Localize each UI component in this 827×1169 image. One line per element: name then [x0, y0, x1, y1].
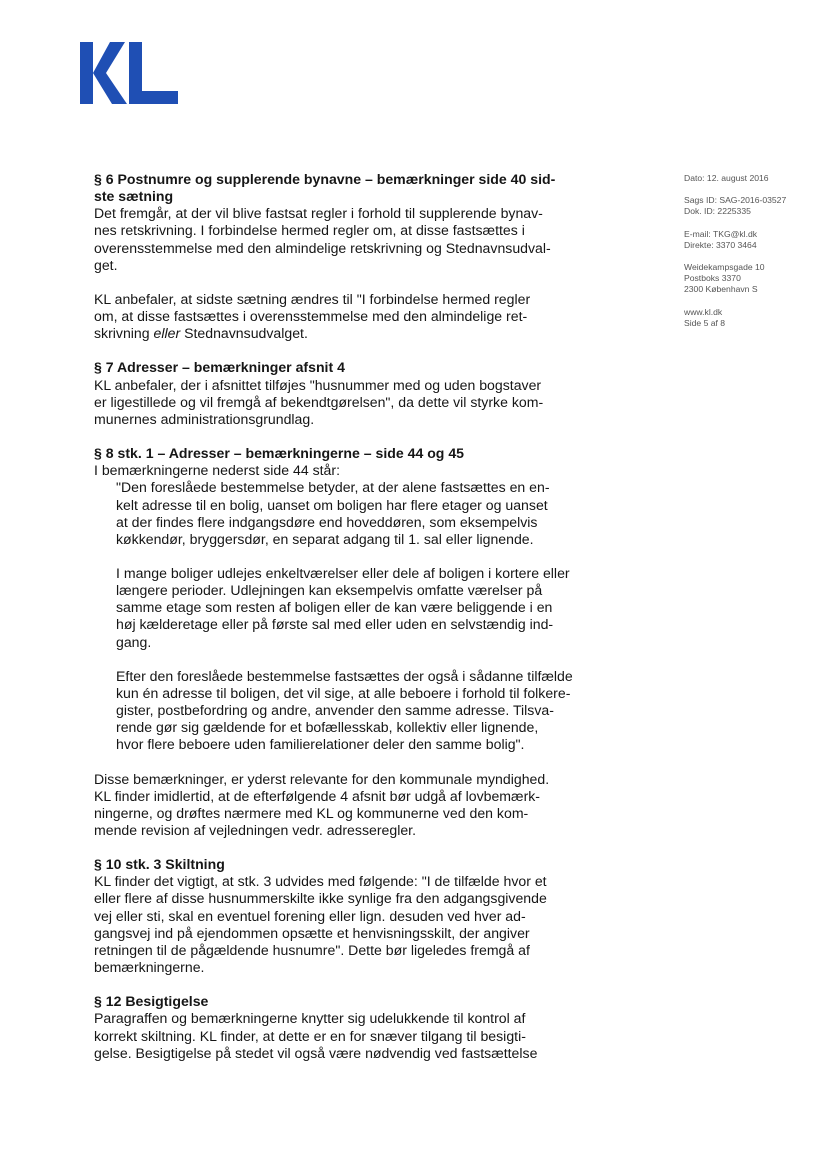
- page-number: Side 5 af 8: [684, 317, 726, 328]
- paragraph: KL anbefaler, at sidste sætning ændres til "I forbindelse hermed regler om, at disse fastsættes i overensstemmelse med den almindelige ret- skrivning eller Stednavnsudvalget.: [94, 290, 531, 342]
- address-line-1: Weidekampsgade 10: [684, 262, 765, 273]
- phone: Direkte: 3370 3464: [684, 239, 757, 250]
- section-8: [94, 445, 580, 839]
- emphasis: eller: [153, 325, 181, 342]
- section-heading: § 12 Besigtigelse: [94, 993, 209, 1010]
- section-10: [94, 856, 580, 976]
- website: www.kl.dk: [684, 306, 723, 317]
- paragraph: KL finder det vigtigt, at stk. 3 udvides med følgende: "I de tilfælde hvor et eller flere af disse husnummerskilte ikke synlige fra den adgangsgivende vej eller sti, skal en eventuel forening eller lign. desuden ved hver ad- gangsvej ind på ejendommen opsætte et henvisningsskilt, der angiver retningen til de pågældende husnumre". Dette bør ligeledes fremgå af bemærkningerne.: [94, 873, 547, 976]
- quote-paragraph: "Den foreslåede bestemmelse betyder, at der alene fastsættes en en- kelt adresse til en bolig, uanset om boligen har flere etager og uanset at der findes flere indgangsdøre end hoveddøren, som eksempelvis køkkendør, bryggersdør, en separat adgang til 1. sal eller lignende.: [116, 479, 550, 547]
- section-heading: § 7 Adresser – bemærkninger afsnit 4: [94, 359, 345, 376]
- section-heading: § 8 stk. 1 – Adresser – bemærkningerne – side 44 og 45: [94, 445, 465, 462]
- paragraph: I bemærkningerne nederst side 44 står:: [94, 462, 340, 479]
- address-line-3: 2300 København S: [684, 284, 758, 295]
- address-line-2: Postboks 3370: [684, 273, 741, 284]
- paragraph: Paragraffen og bemærkningerne knytter sig udelukkende til kontrol af korrekt skiltning. KL finder, at dette er en for snæver tilgang til besigti- gelse. Besigtigelse på stedet vil også være nødvendig ved fastsættelse: [94, 1010, 538, 1061]
- document-metadata: [684, 173, 814, 340]
- section-6: [94, 171, 580, 342]
- date: Dato: 12. august 2016: [684, 173, 769, 183]
- section-7: [94, 359, 580, 428]
- email: E-mail: TKG@kl.dk: [684, 228, 758, 239]
- quote-paragraph: I mange boliger udlejes enkeltværelser eller dele af boligen i kortere eller længere perioder. Udlejningen kan eksempelvis omfatte værelser på samme etage som resten af boligen eller de kan være beliggende i en høj kælderetage eller på første sal med eller uden en selvstændig ind- gang.: [116, 564, 570, 650]
- paragraph: KL anbefaler, der i afsnittet tilføjes "husnummer med og uden bogstaver er ligestillede og vil fremgå af bekendtgørelsen", da dette vil styrke kom- munernes administrationsgrundlag.: [94, 376, 544, 427]
- paragraph: Det fremgår, at der vil blive fastsat regler i forhold til supplerende bynav- nes retskrivning. I forbindelse hermed regler om, at disse fastsættes i overensstemmelse med den almindelige retskrivning og Stednavnsudval- get.: [94, 205, 551, 273]
- case-id: Sags ID: SAG-2016-03527: [684, 195, 787, 206]
- paragraph: Disse bemærkninger, er yderst relevante for den kommunale myndighed. KL finder imidlertid, at de efterfølgende 4 afsnit bør udgå af lovbemærk- ningerne, og drøftes nærmere med KL og kommunerne ved den kom- mende revision af vejledningen vedr. adresseregler.: [94, 770, 550, 838]
- section-heading: § 10 stk. 3 Skiltning: [94, 856, 225, 873]
- doc-id: Dok. ID: 2225335: [684, 206, 751, 217]
- section-12: [94, 993, 580, 1062]
- section-heading: § 6 Postnumre og supplerende bynavne – bemærkninger side 40 sid- ste sætning: [94, 171, 556, 205]
- block-quote: [94, 479, 580, 753]
- kl-logo: [80, 42, 178, 104]
- document-body: [94, 171, 580, 1079]
- quote-paragraph: Efter den foreslåede bestemmelse fastsættes der også i sådanne tilfælde kun én adresse til boligen, det vil sige, at alle beboere i forhold til folkere- gister, postbefordring og andre, anvender den samme adresse. Tilsva- rende gør sig gældende for et bofællesskab, kollektiv eller lignende, hvor flere beboere uden familierelationer deler den samme bolig".: [116, 667, 573, 753]
